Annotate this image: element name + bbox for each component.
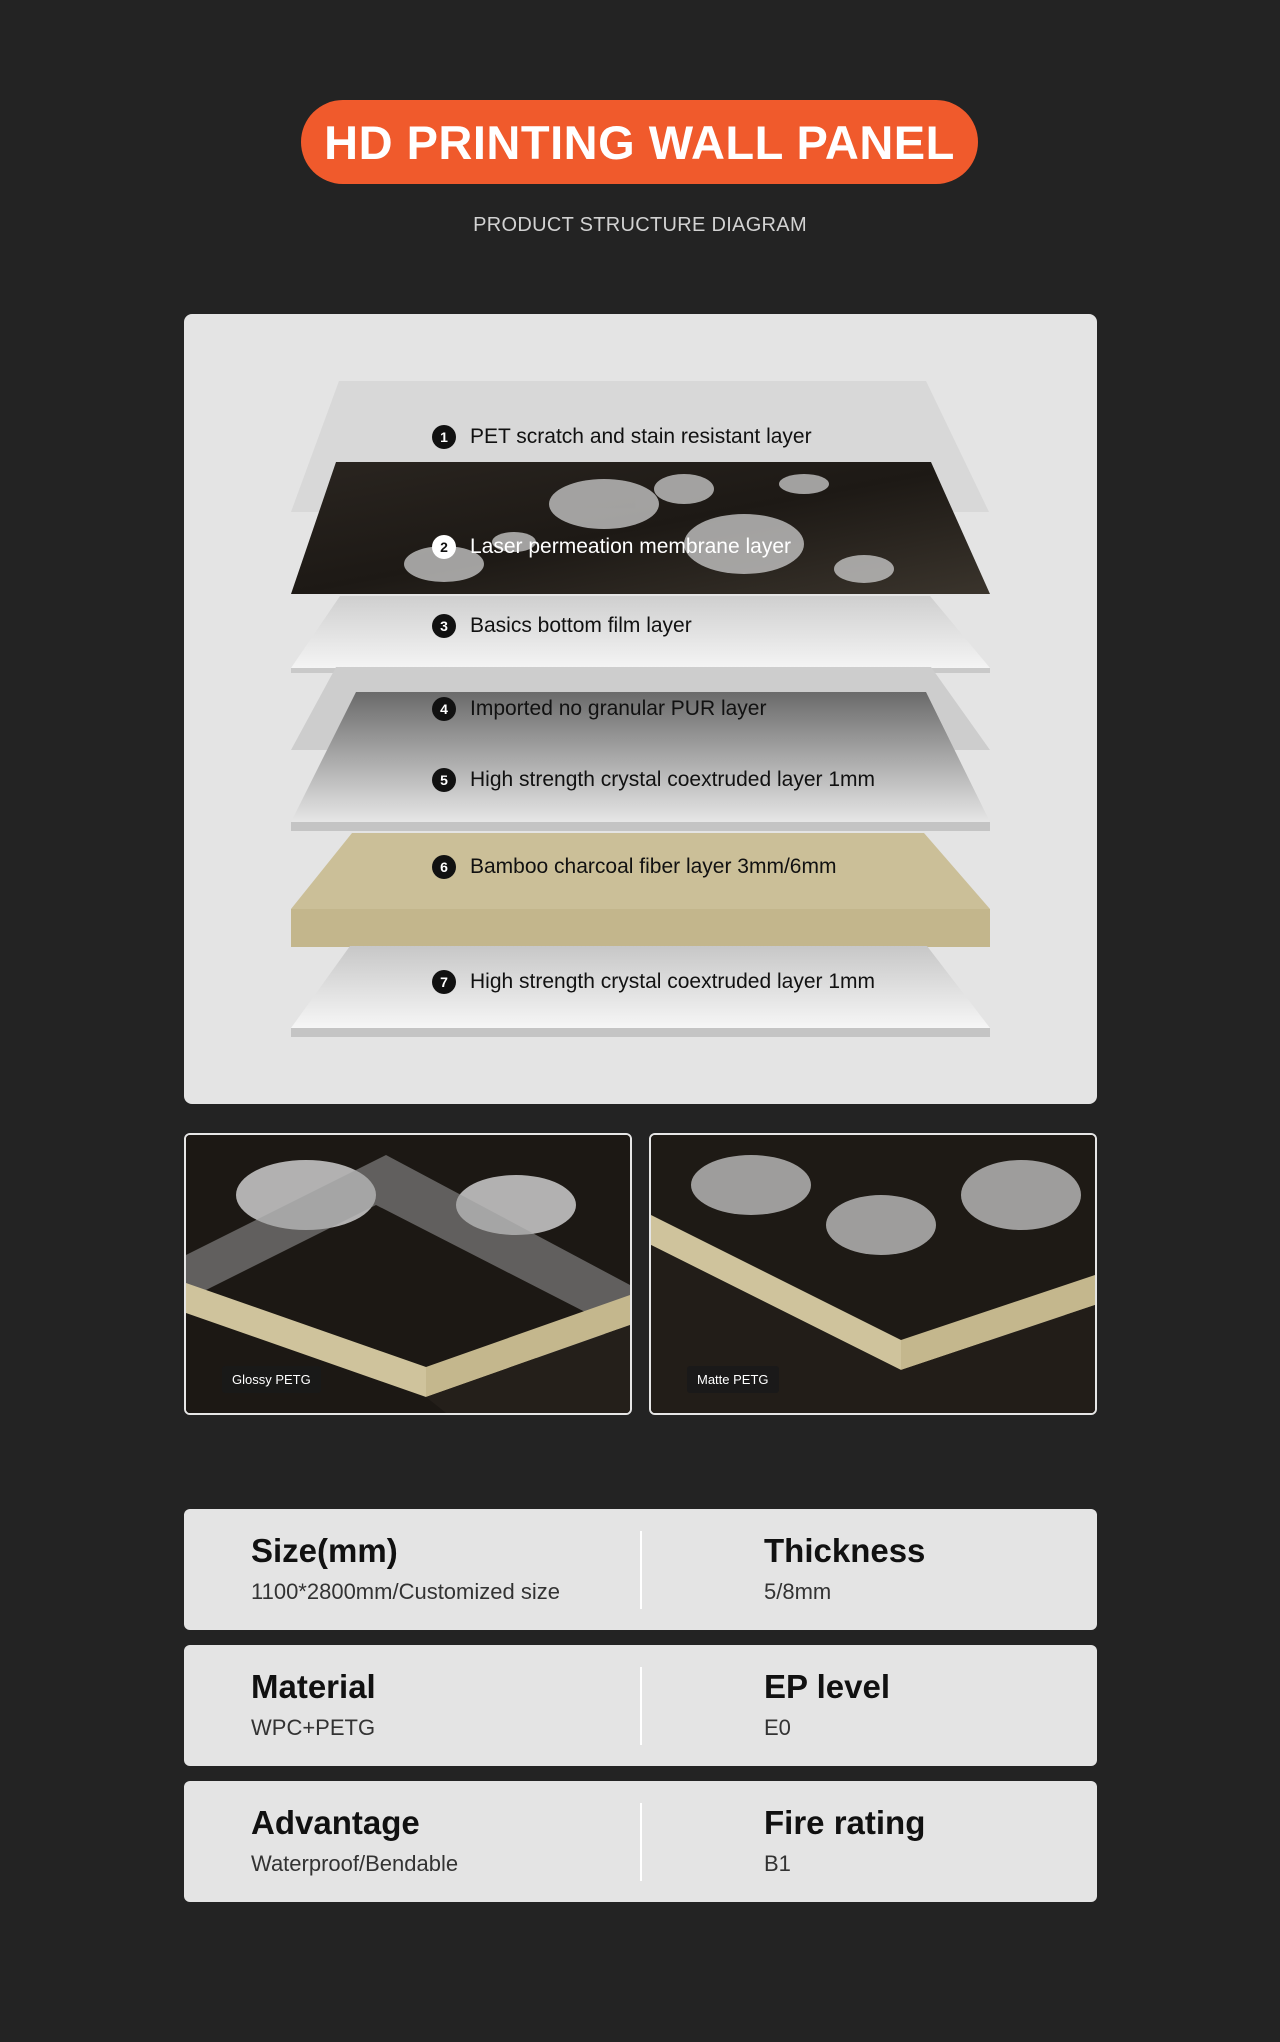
glossy-tag: Glossy PETG [222,1366,321,1393]
layer-label-4: 4 Imported no granular PUR layer [432,697,766,721]
matte-tag: Matte PETG [687,1366,779,1393]
matte-sample-image [649,1133,1097,1415]
structure-diagram [184,314,1097,1104]
spec-value: E0 [764,1715,791,1740]
divider [640,1803,642,1881]
spec-heading: Fire rating [764,1804,926,1841]
layer-label-2: 2 Laser permeation membrane layer [432,535,791,559]
glossy-sample-image [184,1133,632,1415]
layer-label-6: 6 Bamboo charcoal fiber layer 3mm/6mm [432,855,836,879]
spec-value: B1 [764,1851,791,1876]
spec-heading: Thickness [764,1532,926,1569]
spec-heading: Size(mm) [251,1532,398,1569]
spec-row-material [184,1645,1097,1766]
spec-value: WPC+PETG [251,1715,376,1740]
spec-value: Waterproof/Bendable [251,1851,459,1876]
spec-heading: Advantage [251,1804,420,1841]
divider [640,1531,642,1609]
spec-row-size [184,1509,1097,1630]
divider [640,1667,642,1745]
spec-value: 5/8mm [764,1579,832,1604]
layer-label-7: 7 High strength crystal coextruded layer 1mm [432,970,875,994]
spec-heading: EP level [764,1668,890,1705]
layer-label-1: 1 PET scratch and stain resistant layer [432,425,812,449]
page-subtitle: PRODUCT STRUCTURE DIAGRAM [473,214,807,236]
spec-row-advantage [184,1781,1097,1902]
spec-heading: Material [251,1668,376,1705]
layer-label-5: 5 High strength crystal coextruded layer 1mm [432,768,875,792]
page-title: HD PRINTING WALL PANEL [324,115,955,169]
title-badge [301,100,978,184]
spec-value: 1100*2800mm/Customized size [251,1579,560,1604]
layer-label-3: 3 Basics bottom film layer [432,614,692,638]
